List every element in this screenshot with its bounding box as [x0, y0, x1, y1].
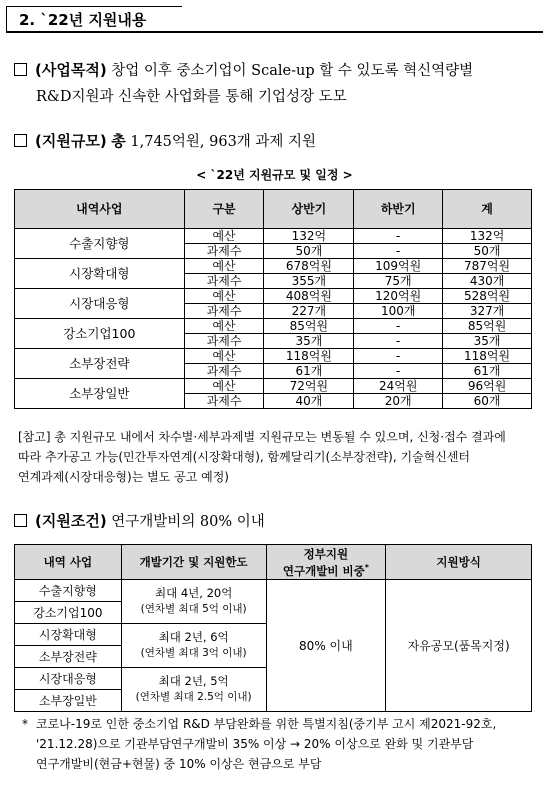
table-row: [15, 259, 532, 274]
checkbox-icon: [14, 134, 27, 147]
item-cell: 강소기업100: [15, 602, 122, 624]
scale-text: 1,745억원, 963개 과제 지원: [130, 134, 317, 150]
table-row: [15, 229, 532, 244]
table-cell: 50개: [264, 244, 354, 259]
header-type: 구분: [184, 190, 264, 229]
conditions-label: (지원조건): [35, 512, 107, 530]
header-period: 개발기간 및 지원한도: [121, 545, 266, 580]
program-name-cell: 수출지향형: [15, 229, 185, 259]
purpose-line2: R&D지원과 신속한 사업화를 통해 기업성장 도모: [36, 89, 347, 105]
footnote: [22, 714, 537, 774]
checkbox-icon: [14, 63, 27, 76]
table-cell: 과제수: [184, 364, 264, 379]
purpose-paragraph: [14, 57, 544, 110]
table-cell: 예산: [184, 289, 264, 304]
item-cell: 소부장전략: [15, 646, 122, 668]
program-name-cell: 소부장전략: [15, 349, 185, 379]
table-cell: 50개: [443, 244, 532, 259]
table-cell: 예산: [184, 349, 264, 364]
table-cell: 예산: [184, 319, 264, 334]
header-total: 계: [443, 190, 532, 229]
purpose-label: (사업목적): [35, 61, 107, 79]
table-row: [15, 379, 532, 394]
scale-label: (지원규모): [35, 132, 107, 150]
table-cell: 678억원: [264, 259, 354, 274]
table-cell: 60개: [443, 394, 532, 409]
table-cell: 20개: [354, 394, 443, 409]
table-cell: 118억원: [443, 349, 532, 364]
table-cell: 408억원: [264, 289, 354, 304]
table-cell: 24억원: [354, 379, 443, 394]
table-cell: 132억: [443, 229, 532, 244]
program-name-cell: 시장확대형: [15, 259, 185, 289]
period-cell: 최대 4년, 20억 (연차별 최대 5억 이내): [121, 580, 266, 624]
table-cell: 109억원: [354, 259, 443, 274]
table-cell: 96억원: [443, 379, 532, 394]
period-cell: 최대 2년, 6억 (연차별 최대 3억 이내): [121, 624, 266, 668]
table-cell: 과제수: [184, 274, 264, 289]
reference-note: [18, 427, 538, 487]
table-cell: -: [354, 364, 443, 379]
table-cell: 355개: [264, 274, 354, 289]
ratio-cell: 80% 이내: [266, 580, 386, 712]
footnote-line: '21.12.28)으로 기관부담연구개발비 35% 이상 → 20% 이상으로 완화 및 기관부담: [36, 737, 474, 751]
table-cell: 327개: [443, 304, 532, 319]
note-line: 따라 추가공고 가능(민간투자연계(시장확대형), 함께달리기(소부장전략), 기술혁신센터: [18, 450, 471, 464]
table-cell: 과제수: [184, 304, 264, 319]
support-scale-table: [14, 189, 532, 409]
table1-caption: < `22년 지원규모 및 일정 >: [196, 168, 353, 182]
table-cell: 61개: [443, 364, 532, 379]
note-line: [참고] 총 지원규모 내에서 차수별·세부과제별 지원규모는 변동될 수 있으며, 신청·접수 결과에: [18, 430, 506, 444]
table-cell: 과제수: [184, 244, 264, 259]
checkbox-icon: [14, 514, 27, 527]
footnote-line: 연구개발비(현금+현물) 중 10% 이상은 현금으로 부담: [36, 757, 322, 771]
table-cell: 35개: [443, 334, 532, 349]
table-cell: 787억원: [443, 259, 532, 274]
table-cell: -: [354, 319, 443, 334]
scale-paragraph: [14, 128, 316, 155]
conditions-text: 연구개발비의 80% 이내: [111, 514, 265, 530]
table-cell: 61개: [264, 364, 354, 379]
table-cell: 120억원: [354, 289, 443, 304]
table-cell: 35개: [264, 334, 354, 349]
table-cell: -: [354, 334, 443, 349]
header-first-half: 상반기: [264, 190, 354, 229]
table-header-row: [15, 190, 532, 229]
table-cell: 40개: [264, 394, 354, 409]
table-cell: 예산: [184, 379, 264, 394]
purpose-line1: 창업 이후 중소기업이 Scale-up 할 수 있도록 혁신역량별: [111, 63, 474, 79]
table-row: [15, 349, 532, 364]
section-title-underline: [6, 31, 543, 33]
program-name-cell: 시장대응형: [15, 289, 185, 319]
header-program: 내역사업: [15, 190, 185, 229]
note-line: 연계과제(시장대응형)는 별도 공고 예정): [18, 470, 229, 484]
table-cell: 118억원: [264, 349, 354, 364]
footnote-line: * 코로나-19로 인한 중소기업 R&D 부담완화를 위한 특별지침(중기부 고시 제2021-92호,: [22, 717, 497, 731]
scale-total-label: 총: [111, 132, 126, 150]
table-cell: 75개: [354, 274, 443, 289]
table-cell: 과제수: [184, 334, 264, 349]
program-name-cell: 강소기업100: [15, 319, 185, 349]
table-cell: 과제수: [184, 394, 264, 409]
header-second-half: 하반기: [354, 190, 443, 229]
table-cell: 85억원: [443, 319, 532, 334]
table-cell: 132억: [264, 229, 354, 244]
header-gov-ratio: 정부지원 연구개발비 비중*: [266, 545, 386, 580]
method-cell: 자유공모(품목지정): [386, 580, 532, 712]
table-cell: 430개: [443, 274, 532, 289]
item-cell: 소부장일반: [15, 690, 122, 712]
header-method: 지원방식: [386, 545, 532, 580]
table-cell: 72억원: [264, 379, 354, 394]
table-row: [15, 289, 532, 304]
table-cell: -: [354, 229, 443, 244]
table-cell: -: [354, 244, 443, 259]
table-cell: 예산: [184, 259, 264, 274]
program-name-cell: 소부장일반: [15, 379, 185, 409]
table-cell: -: [354, 349, 443, 364]
table-row: [15, 580, 532, 602]
table-cell: 100개: [354, 304, 443, 319]
table-cell: 85억원: [264, 319, 354, 334]
item-cell: 시장확대형: [15, 624, 122, 646]
table-cell: 예산: [184, 229, 264, 244]
header-item: 내역 사업: [15, 545, 122, 580]
conditions-paragraph: [14, 508, 265, 535]
support-conditions-table: [14, 544, 532, 712]
item-cell: 수출지향형: [15, 580, 122, 602]
item-cell: 시장대응형: [15, 668, 122, 690]
table-cell: 528억원: [443, 289, 532, 304]
period-cell: 최대 2년, 5억 (연차별 최대 2.5억 이내): [121, 668, 266, 712]
table-header-row: [15, 545, 532, 580]
table-row: [15, 319, 532, 334]
table-cell: 227개: [264, 304, 354, 319]
section-title: 2. `22년 지원내용: [6, 6, 182, 32]
